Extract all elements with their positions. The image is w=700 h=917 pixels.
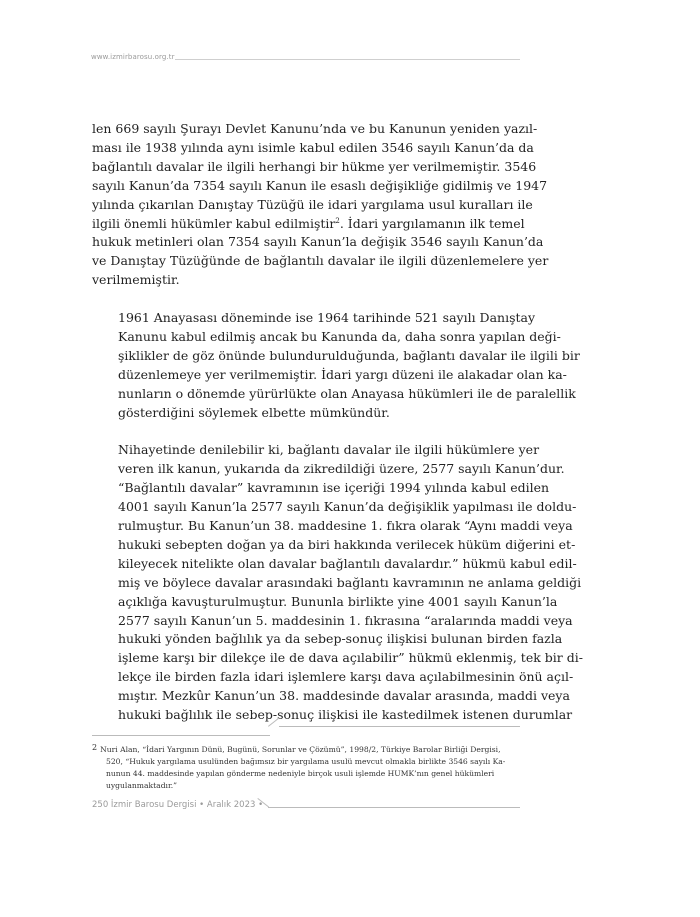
paragraph-3: [92, 441, 583, 725]
footer-rule: [268, 807, 520, 808]
footnote-line: nunun 44. maddesinde yapılan gönderme nedeniyle birçok usuli işlemde HUMK’nın genel hükümleri: [106, 769, 495, 778]
paragraph-2: [92, 309, 580, 422]
header-url[interactable]: www.izmirbarosu.org.tr: [91, 53, 175, 61]
footnote-reference[interactable]: 2: [335, 216, 340, 225]
text-line: ve Danıştay Tüzüğünde de bağlantılı davalar ile ilgili düzenlemelere yer: [92, 253, 549, 269]
text-line: 4001 sayılı Kanun’la 2577 sayılı Kanun’da değişiklik yapılması ile doldu-: [118, 499, 577, 515]
text-line: hukuki sebepten doğan ya da biri hakkında verilecek hüküm diğerini et-: [118, 536, 576, 552]
text-line: hukuk metinleri olan 7354 sayılı Kanun’la değişik 3546 sayılı Kanun’da: [92, 234, 544, 250]
text-line: 1961 Anayasası döneminde ise 1964 tarihinde 521 sayılı Danıştay: [118, 310, 536, 326]
text-line: rulmuştur. Bu Kanun’un 38. maddesine 1. fıkra olarak “Aynı maddi veya: [118, 518, 573, 533]
footnote-rule-right: [279, 726, 520, 727]
text-line: veren ilk kanun, yukarıda da zikredildiği üzere, 2577 sayılı Kanun’dur.: [118, 461, 565, 477]
text-line: nunların o dönemde yürürlükte olan Anayasa hükümleri ile de paralellik: [118, 385, 576, 401]
text-line: “Bağlantılı davalar” kavramının ise içeriği 1994 yılında kabul edilen: [118, 480, 550, 496]
footnote-rule: [92, 735, 270, 736]
text-line: açıklığa kavuşturulmuştur. Bununla birlikte yine 4001 sayılı Kanun’la: [118, 593, 558, 609]
text-line: miş ve böylece davalar arasındaki bağlantı kavramının ne anlama geldiği: [118, 574, 582, 590]
text-line: bağlantılı davalar ile ilgili herhangi bir hükme yer verilmemiştir. 3546: [92, 158, 537, 174]
footnote-number: 2: [92, 743, 98, 752]
text-line: hukuki yönden bağlılık ya da sebep-sonuç ilişkisi bulunan birden fazla: [118, 631, 563, 647]
body-text: [92, 120, 583, 744]
text-fragment: ilgili önemli hükümler kabul edilmiştir: [92, 215, 336, 231]
text-line: hukuki bağlılık ile sebep-sonuç ilişkisi ile kastedilmek istenen durumlar: [118, 707, 573, 723]
text-line: ması ile 1938 yılında aynı isimle kabul edilen 3546 sayılı Kanun’da da: [92, 139, 534, 155]
text-line: mıştır. Mezkûr Kanun’un 38. maddesinde davalar arasında, maddi veya: [118, 688, 570, 704]
header-rule: [175, 59, 520, 60]
text-line: şiklikler de göz önünde bulundurulduğunda, bağlantı davalar ile ilgili bir: [118, 347, 580, 363]
text-line: verilmemiştir.: [92, 272, 180, 288]
text-line: gösterdiğini söylemek elbette mümkündür.: [118, 404, 390, 420]
text-line: Kanunu kabul edilmiş ancak bu Kanunda da, daha sonra yapılan deği-: [118, 328, 561, 344]
page-footer: 250 İzmir Barosu Dergisi • Aralık 2023 •: [92, 800, 264, 810]
text-line: kileyecek nitelikte olan davalar bağlantılı davalardır.” hükmü kabul edil-: [118, 555, 577, 571]
paragraph-1: [92, 120, 549, 290]
text-line: yılında çıkarılan Danıştay Tüzüğü ile idari yargılama usul kuralları ile: [92, 196, 533, 212]
text-line: lekçe ile birden fazla idari işlemlere karşı dava açılabilmesinin önü açıl-: [118, 669, 574, 685]
footnote-line: [92, 742, 520, 756]
footnote-line: uygulanmaktadır.”: [106, 781, 178, 790]
text-line: Nihayetinde denilebilir ki, bağlantı davalar ile ilgili hükümlere yer: [118, 442, 540, 458]
text-line-with-footnote: [92, 215, 525, 234]
footnote-line: 520, “Hukuk yargılama usulünden bağımsız bir yargılama usulü mevcut olmakla birlikte 3546 sayılı Ka-: [106, 757, 506, 766]
footnote: [92, 742, 520, 792]
text-line: sayılı Kanun’da 7354 sayılı Kanun ile esaslı değişikliğe gidilmiş ve 1947: [92, 177, 548, 193]
text-fragment: . İdari yargılamanın ilk temel: [339, 215, 525, 231]
text-line: düzenlemeye yer verilmemiştir. İdari yargı düzeni ile alakadar olan ka-: [118, 366, 567, 382]
text-line: 2577 sayılı Kanun’un 5. maddesinin 1. fıkrasına “aralarında maddi veya: [118, 612, 573, 628]
text-line: işleme karşı bir dilekçe ile de dava açılabilir” hükmü eklenmiş, tek bir di-: [118, 650, 583, 666]
text-line: len 669 sayılı Şurayı Devlet Kanunu’nda ve bu Kanunun yeniden yazıl-: [92, 121, 538, 136]
footnote-text: Nuri Alan, “İdari Yargının Dünü, Bugünü, Sorunlar ve Çözümü”, 1998/2, Türkiye Barolar Birliği Dergisi,: [100, 745, 501, 754]
